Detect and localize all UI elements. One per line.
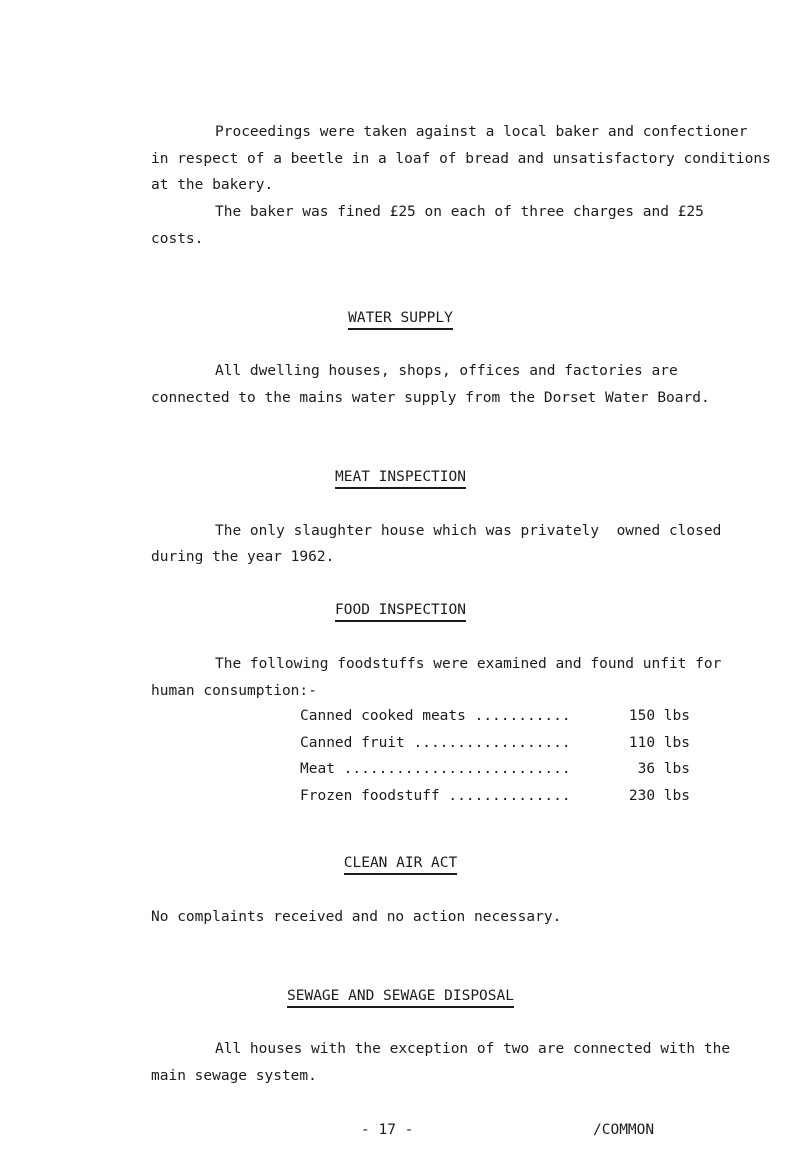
water-supply-heading: WATER SUPPLY: [0, 309, 801, 330]
food-item-label: Meat ..........................: [300, 761, 571, 777]
fine-line-1: The baker was fined £25 on each of three charges and £25: [215, 204, 704, 220]
food-inspection-heading: FOOD INSPECTION: [0, 601, 801, 622]
sewage-line-2: main sewage system.: [151, 1068, 317, 1084]
food-inspection-line-2: human consumption:-: [151, 683, 317, 699]
food-item-label: Canned cooked meats ...........: [300, 708, 571, 724]
food-item-row: [300, 735, 690, 753]
meat-inspection-line-2: during the year 1962.: [151, 549, 335, 565]
proceedings-line-2: in respect of a beetle in a loaf of bread and unsatisfactory conditions: [151, 151, 771, 167]
water-supply-line-1: All dwelling houses, shops, offices and factories are: [215, 363, 678, 379]
proceedings-line-3: at the bakery.: [151, 177, 274, 193]
clean-air-heading: CLEAN AIR ACT: [0, 854, 801, 875]
food-item-row: [300, 788, 690, 806]
food-item-quantity: 36 lbs: [637, 761, 690, 777]
meat-inspection-line-1: The only slaughter house which was privately owned closed: [215, 523, 722, 539]
food-item-label: Frozen foodstuff ..............: [300, 788, 571, 804]
clean-air-line-1: No complaints received and no action necessary.: [151, 909, 562, 925]
food-item-row: [300, 761, 690, 779]
food-item-row: [300, 708, 690, 726]
food-inspection-line-1: The following foodstuffs were examined and found unfit for: [215, 656, 722, 672]
proceedings-line-1: Proceedings were taken against a local baker and confectioner: [215, 124, 748, 140]
page-number: - 17 -: [361, 1122, 414, 1138]
continuation-catchword: /COMMON: [593, 1122, 655, 1138]
food-item-quantity: 150 lbs: [628, 708, 690, 724]
food-item-quantity: 230 lbs: [628, 788, 690, 804]
fine-line-2: costs.: [151, 231, 204, 247]
meat-inspection-heading: MEAT INSPECTION: [0, 468, 801, 489]
food-item-quantity: 110 lbs: [628, 735, 690, 751]
sewage-line-1: All houses with the exception of two are connected with the: [215, 1041, 731, 1057]
water-supply-line-2: connected to the mains water supply from the Dorset Water Board.: [151, 390, 710, 406]
food-item-label: Canned fruit ..................: [300, 735, 571, 751]
sewage-heading: SEWAGE AND SEWAGE DISPOSAL: [0, 987, 801, 1008]
